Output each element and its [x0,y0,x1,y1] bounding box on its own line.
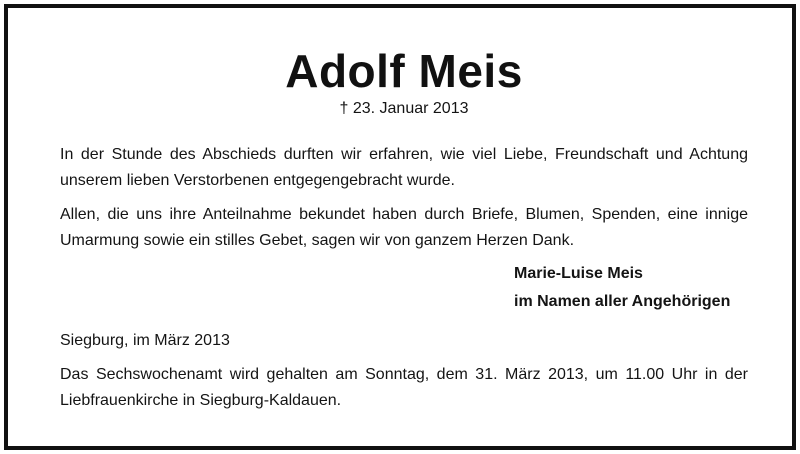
signer-name: Marie-Luise Meis [514,265,643,282]
thanks-paragraph-2: Allen, die uns ihre Anteilnahme bekundet haben durch Briefe, Blumen, Spenden, eine innige Umarmung sowie ein stilles Gebet, sagen wir von ganzem Herzen Dank. [60,206,748,249]
signer-relation: im Namen aller Angehörigen [514,293,731,310]
deceased-name: Adolf Meis [285,45,523,97]
signature-block [514,260,730,316]
death-date: † 23. Januar 2013 [339,100,469,117]
obituary-frame [4,4,796,450]
memorial-mass-paragraph: Das Sechswochenamt wird gehalten am Sonntag, dem 31. März 2013, um 11.00 Uhr in der Liebfrauenkirche in Siegburg-Kaldauen. [60,366,748,409]
thanks-paragraph-1: In der Stunde des Abschieds durften wir erfahren, wie viel Liebe, Freundschaft und Achtung unserem lieben Verstorbenen entgegengebracht wurde. [60,146,748,189]
place-and-date: Siegburg, im März 2013 [60,332,230,349]
